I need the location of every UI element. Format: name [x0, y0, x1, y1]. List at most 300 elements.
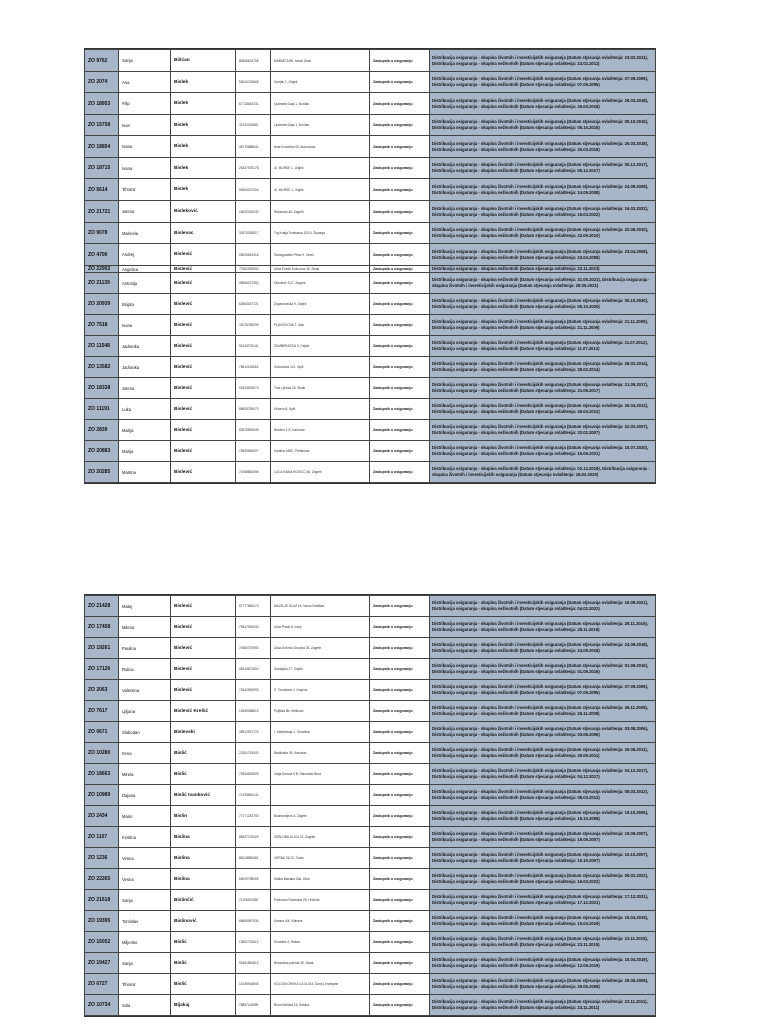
status-cell: Zastupnik u osiguranju [370, 722, 430, 743]
address-cell: Okružnič 31/7, Zagreb [271, 273, 370, 294]
agent-id-cell: ZO 22265 [85, 869, 119, 890]
first-name-cell: Valentina [119, 680, 171, 701]
agent-id-cell: ZO 18338 [85, 378, 119, 399]
oib-cell: 71558863495 [236, 462, 271, 483]
address-cell: Gunjak 1, Osijek [271, 72, 370, 93]
first-name-cell: Jelena [119, 201, 171, 223]
address-cell: Bruno Bušića 15, Rašina [271, 995, 370, 1016]
last-name-cell: Bislević [171, 357, 236, 378]
licence-cell: Distribucija osiguranja - skupina životnih i investicijskih osiguranja (Datum stjecanja ovlaštenja: 26.04.2012), Distribucija osiguranja - skupina neživotnih (Datum stjecanja ovlaštenja: 26.04.2012) [430, 399, 656, 420]
agent-table-body [85, 50, 656, 483]
oib-cell: 14239918605 [236, 974, 271, 995]
first-name-cell: Angelica [119, 266, 171, 273]
oib-cell: 71295652141 [236, 785, 271, 806]
address-cell: Trsa Ljevica 20, Sisak [271, 378, 370, 399]
agent-id-cell: ZO 10734 [85, 995, 119, 1016]
first-name-cell: Matej [119, 596, 171, 617]
last-name-cell: Bislević [171, 596, 236, 617]
agent-id-cell: ZO 21139 [85, 273, 119, 294]
licence-cell: Distribucija osiguranja - skupina životnih i investicijskih osiguranja (Datum stjecanja ovlaštenja: 09.02.2022), Distribucija osiguranja - skupina neživotnih (Datum stjecanja ovlaštenja: 16.03.2022) [430, 869, 656, 890]
address-cell: CERNA 31/13, Čazin [271, 848, 370, 869]
agent-id-cell: ZO 19395 [85, 911, 119, 932]
licence-cell: Distribucija osiguranja - skupina neživotnih (Datum stjecanja ovlaštenja: 02.12.2019), Distribucija osiguranja - skupina životnih i investicijskih osiguranja (Datum stjecanja ovlaštenja: 18.02.2020) [430, 462, 656, 483]
table-row [85, 115, 656, 136]
agent-id-cell: ZO 20939 [85, 294, 119, 315]
oib-cell: 08315871690 [236, 659, 271, 680]
oib-cell: 28033815418 [236, 244, 271, 266]
first-name-cell: Sanja [119, 953, 171, 974]
status-cell: Zastupnik u osiguranju [370, 294, 430, 315]
last-name-cell: Bislić [171, 743, 236, 764]
table-row [85, 136, 656, 158]
agent-id-cell: ZO 0671 [85, 722, 119, 743]
table-row [85, 273, 656, 294]
agent-id-cell: ZO 21721 [85, 201, 119, 223]
last-name-cell: Bislević [171, 399, 236, 420]
status-cell: Zastupnik u osiguranju [370, 115, 430, 136]
agent-id-cell: ZO 2074 [85, 72, 119, 93]
oib-cell: 32570028517 [236, 223, 271, 244]
first-name-cell: Brigita [119, 294, 171, 315]
oib-cell: 72642963993 [236, 680, 271, 701]
last-name-cell: Bislević [171, 617, 236, 638]
licence-cell: Distribucija osiguranja - skupina životnih i investicijskih osiguranja (Datum stjecanja ovlaštenja: 22.02.2007), Distribucija osiguranja - skupina neživotnih (Datum stjecanja ovlaštenja: 22.02.2007) [430, 420, 656, 441]
address-cell: ŽUMBERAČKA 3, Osijek [271, 336, 370, 357]
oib-cell: 16032033030 [236, 201, 271, 223]
last-name-cell: Bislević [171, 441, 236, 462]
status-cell: Zastupnik u osiguranju [370, 158, 430, 179]
oib-cell: 91561851812 [236, 953, 271, 974]
address-cell: Ulica Dubrica Grozića 25, Zagreb [271, 638, 370, 659]
last-name-cell: Bislević [171, 378, 236, 399]
table-row [85, 50, 656, 72]
first-name-cell: Ivana [119, 158, 171, 179]
status-cell: Zastupnik u osiguranju [370, 785, 430, 806]
address-cell: LUCA IVANA ROSICĆ 66, Zagreb [271, 462, 370, 483]
agent-id-cell: ZO 10280 [85, 743, 119, 764]
agent-id-cell: ZO 18715 [85, 158, 119, 179]
agent-id-cell: ZO 2063 [85, 680, 119, 701]
first-name-cell: Andrej [119, 244, 171, 266]
table-row [85, 357, 656, 378]
oib-cell: 53579892549 [236, 420, 271, 441]
last-name-cell: Bislić [171, 764, 236, 785]
oib-cell: 79537916933 [236, 617, 271, 638]
last-name-cell: Bislić Ivanković [171, 785, 236, 806]
last-name-cell: Bljakaj [171, 995, 236, 1016]
oib-cell: 79839666097 [236, 441, 271, 462]
agent-id-cell: ZO 1107 [85, 827, 119, 848]
address-cell: Ul. MURSE 1, Osijek [271, 179, 370, 201]
address-cell: Budmanijeva 4, Zagreb [271, 806, 370, 827]
table-row [85, 932, 656, 953]
agent-id-cell: ZO 16052 [85, 932, 119, 953]
licence-cell: Distribucija osiguranja - skupina životnih i investicijskih osiguranja (Datum stjecanja ovlaštenja: 03.08.2006), Distribucija osiguranja - skupina neživotnih (Datum stjecanja ovlaštenja: 03.08.2006) [430, 722, 656, 743]
oib-cell: 89628759473 [236, 399, 271, 420]
address-cell [271, 785, 370, 806]
licence-cell: Distribucija osiguranja - skupina životnih i investicijskih osiguranja (Datum stjecanja ovlaštenja: 19.09.2007), Distribucija osiguranja - skupina neživotnih (Datum stjecanja ovlaštenja: 19.09.2007) [430, 827, 656, 848]
status-cell: Zastupnik u osiguranju [370, 701, 430, 722]
table-row [85, 223, 656, 244]
table-row [85, 911, 656, 932]
licence-cell: Distribucija osiguranja - skupina životnih i investicijskih osiguranja (Datum stjecanja ovlaštenja: 28.11.2016), Distribucija osiguranja - skupina neživotnih (Datum stjecanja ovlaštenja: 28.11.2016) [430, 617, 656, 638]
oib-cell: 77171243700 [236, 806, 271, 827]
oib-cell: 48779868641 [236, 136, 271, 158]
last-name-cell: Bislek [171, 158, 236, 179]
oib-cell: 32132024881 [236, 115, 271, 136]
status-cell: Zastupnik u osiguranju [370, 420, 430, 441]
table-row [85, 953, 656, 974]
table-row [85, 596, 656, 617]
first-name-cell: Slobodan [119, 722, 171, 743]
last-name-cell: Bislina [171, 869, 236, 890]
licence-cell: Distribucija osiguranja - skupina životnih i investicijskih osiguranja (Datum stjecanja ovlaštenja: 05.12.2017), Distribucija osiguranja - skupina neživotnih (Datum stjecanja ovlaštenja: 05.12.2017) [430, 158, 656, 179]
agent-table-body [85, 596, 656, 1016]
table-row [85, 420, 656, 441]
address-cell: MAJSLJE ULAZ 16, Nova Gradiška [271, 596, 370, 617]
status-cell: Zastupnik u osiguranju [370, 93, 430, 115]
status-cell: Zastupnik u osiguranju [370, 244, 430, 266]
status-cell: Zastupnik u osiguranju [370, 136, 430, 158]
agent-id-cell: ZO 18854 [85, 136, 119, 158]
address-cell: Poljička 8b, Metković [271, 701, 370, 722]
table-row [85, 158, 656, 179]
agent-id-cell: ZO 18663 [85, 764, 119, 785]
first-name-cell: Jelena [119, 378, 171, 399]
status-cell: Zastupnik u osiguranju [370, 911, 430, 932]
last-name-cell: Bislin [171, 806, 236, 827]
first-name-cell: Mario [119, 806, 171, 827]
first-name-cell: Ivan [119, 115, 171, 136]
oib-cell: 78887116995 [236, 995, 271, 1016]
address-cell: Ul. MURSE 1, Osijek [271, 158, 370, 179]
table-row [85, 315, 656, 336]
address-cell: Belobor 1 B, Karlovac [271, 420, 370, 441]
first-name-cell: Antonija [119, 273, 171, 294]
licence-cell: Distribucija osiguranja - skupina životnih i investicijskih osiguranja (Datum stjecanja ovlaštenja: 15.04.2019), Distribucija osiguranja - skupina neživotnih (Datum stjecanja ovlaštenja: 15.04.2019) [430, 911, 656, 932]
licence-cell: Distribucija osiguranja - skupina životnih i investicijskih osiguranja (Datum stjecanja ovlaštenja: 29.05.2009), Distribucija osiguranja - skupina neživotnih (Datum stjecanja ovlaštenja: 29.05.2009) [430, 974, 656, 995]
last-name-cell: Bislević [171, 420, 236, 441]
oib-cell: 62863027721 [236, 294, 271, 315]
address-cell: Rakarska 46, Zagreb [271, 201, 370, 223]
status-cell: Zastupnik u osiguranju [370, 953, 430, 974]
agent-id-cell: ZO 21618 [85, 890, 119, 911]
table-row [85, 617, 656, 638]
status-cell: Zastupnik u osiguranju [370, 764, 430, 785]
last-name-cell: Bislevac [171, 223, 236, 244]
licence-cell: Distribucija osiguranja - skupina životnih i investicijskih osiguranja (Datum stjecanja ovlaštenja: 15.07.2020), Distribucija osiguranja - skupina neživotnih (Datum stjecanja ovlaštenja: 15.06.2021) [430, 441, 656, 462]
oib-cell: 77562353950 [236, 266, 271, 273]
first-name-cell: Milena [119, 617, 171, 638]
status-cell: Zastupnik u osiguranju [370, 659, 430, 680]
first-name-cell: Rulica [119, 659, 171, 680]
last-name-cell: Bislević [171, 294, 236, 315]
address-cell: CEBLOBA ULICA 22, Zagreb [271, 827, 370, 848]
agent-id-cell: ZO 9078 [85, 223, 119, 244]
status-cell: Zastupnik u osiguranju [370, 378, 430, 399]
status-cell: Zastupnik u osiguranju [370, 273, 430, 294]
last-name-cell: Bislević [171, 315, 236, 336]
last-name-cell: Bislević [171, 273, 236, 294]
address-cell: KOLODVORSKA 14.04.014, Donji Lendrijane [271, 974, 370, 995]
licence-cell: Distribucija osiguranja - skupina životnih i investicijskih osiguranja (Datum stjecanja ovlaštenja: 29.05.2011), Distribucija osiguranja - skupina neživotnih (Datum stjecanja ovlaštenja: 29.05.2011) [430, 743, 656, 764]
licence-cell: Distribucija osiguranja - skupina životnih i investicijskih osiguranja (Datum stjecanja ovlaštenja: 23.11.2015), Distribucija osiguranja - skupina neživotnih (Datum stjecanja ovlaštenja: 23.11.2015) [430, 932, 656, 953]
address-cell: Senaška 4, Rabac [271, 932, 370, 953]
licence-cell: Distribucija osiguranja - skupina životnih i investicijskih osiguranja (Datum stjecanja ovlaštenja: 22.09.2010), Distribucija osiguranja - skupina neživotnih (Datum stjecanja ovlaštenja: 22.09.2010) [430, 223, 656, 244]
status-cell: Zastupnik u osiguranju [370, 399, 430, 420]
table-row [85, 638, 656, 659]
agent-table [84, 595, 656, 1016]
agent-id-cell: ZO 13582 [85, 357, 119, 378]
oib-cell: 78610118016 [236, 357, 271, 378]
licence-cell: Distribucija osiguranja - skupina životnih i investicijskih osiguranja (Datum stjecanja ovlaštenja: 04.12.2017), Distribucija osiguranja - skupina neživotnih (Datum stjecanja ovlaštenja: 04.12.2017) [430, 764, 656, 785]
oib-cell: 32076756099 [236, 315, 271, 336]
table-row [85, 743, 656, 764]
table-row [85, 890, 656, 911]
oib-cell: 80546615765 [236, 50, 271, 72]
table-row [85, 701, 656, 722]
last-name-cell: Bislina [171, 827, 236, 848]
last-name-cell: Bislevski [171, 722, 236, 743]
oib-cell: 67718615231 [236, 93, 271, 115]
licence-cell: Distribucija osiguranja - skupina životnih i investicijskih osiguranja (Datum stjecanja ovlaštenja: 24.09.2018), Distribucija osiguranja - skupina neživotnih (Datum stjecanja ovlaštenja: 24.09.2018) [430, 638, 656, 659]
address-cell: Županovačka 9, Osijek [271, 294, 370, 315]
status-cell: Zastupnik u osiguranju [370, 357, 430, 378]
agent-id-cell: ZO 20285 [85, 462, 119, 483]
status-cell: Zastupnik u osiguranju [370, 827, 430, 848]
first-name-cell: Ivana [119, 315, 171, 336]
oib-cell: 22251753000 [236, 743, 271, 764]
oib-cell: 74680757693 [236, 638, 271, 659]
oib-cell: 88118685063 [236, 848, 271, 869]
oib-cell: 71196293082 [236, 890, 271, 911]
agent-id-cell: ZO 21428 [85, 596, 119, 617]
address-cell: Gotovačka 121, Split [271, 357, 370, 378]
agent-id-cell: ZO 1236 [85, 848, 119, 869]
oib-cell: 28966217082 [236, 273, 271, 294]
agent-id-cell: ZO 7617 [85, 701, 119, 722]
last-name-cell: Bislinović [171, 911, 236, 932]
table-row [85, 869, 656, 890]
first-name-cell: Marija [119, 441, 171, 462]
last-name-cell: Bislek [171, 115, 236, 136]
last-name-cell: Bislić [171, 974, 236, 995]
first-name-cell: Tihomir [119, 179, 171, 201]
licence-cell: Distribucija osiguranja - skupina životnih i investicijskih osiguranja (Datum stjecanja ovlaštenja: 19.10.2006), Distribucija osiguranja - skupina neživotnih (Datum stjecanja ovlaštenja: 19.10.2006) [430, 806, 656, 827]
licence-cell: Distribucija osiguranja - skupina životnih i investicijskih osiguranja (Datum stjecanja ovlaštenja: 21.11.2009), Distribucija osiguranja - skupina neživotnih (Datum stjecanja ovlaštenja: 21.11.2009) [430, 315, 656, 336]
oib-cell: 66029798006 [236, 869, 271, 890]
last-name-cell: Bislić [171, 932, 236, 953]
address-cell: Slatka Mačaka 33a, Otok [271, 869, 370, 890]
last-name-cell: Bišćan [171, 50, 236, 72]
first-name-cell: Mirela [119, 764, 171, 785]
first-name-cell: Ivana [119, 136, 171, 158]
first-name-cell: Luka [119, 399, 171, 420]
oib-cell: 23437575178 [236, 158, 271, 179]
agent-id-cell: ZO 19261 [85, 638, 119, 659]
last-name-cell: Bislina [171, 848, 236, 869]
agent-id-cell: ZO 9762 [85, 50, 119, 72]
last-name-cell: Bislević [171, 680, 236, 701]
status-cell: Zastupnik u osiguranju [370, 974, 430, 995]
status-cell: Zastupnik u osiguranju [370, 617, 430, 638]
status-cell: Zastupnik u osiguranju [370, 50, 430, 72]
table-row [85, 659, 656, 680]
status-cell: Zastupnik u osiguranju [370, 223, 430, 244]
agent-id-cell: ZO 18953 [85, 93, 119, 115]
address-cell: PLAVIĆKOVA 7, Sisk [271, 315, 370, 336]
status-cell: Zastupnik u osiguranju [370, 336, 430, 357]
licence-cell: Distribucija osiguranja - skupina životnih i investicijskih osiguranja (Datum stjecanja ovlaštenja: 26.11.2009), Distribucija osiguranja - skupina neživotnih (Datum stjecanja ovlaštenja: 26.11.2009) [430, 701, 656, 722]
licence-cell: Distribucija osiguranja - skupina životnih i investicijskih osiguranja (Datum stjecanja ovlaštenja: 23.04.2008), Distribucija osiguranja - skupina neživotnih (Datum stjecanja ovlaštenja: 23.04.2008) [430, 244, 656, 266]
table-row [85, 785, 656, 806]
first-name-cell: Dajana [119, 785, 171, 806]
status-cell: Zastupnik u osiguranju [370, 848, 430, 869]
oib-cell: 91516703141 [236, 336, 271, 357]
address-cell: Ante Kovačića 53, Antunovac [271, 136, 370, 158]
agent-id-cell: ZO 6727 [85, 974, 119, 995]
last-name-cell: Bislinčić [171, 890, 236, 911]
address-cell: Brvonička-polnida 35, Sisak [271, 953, 370, 974]
oib-cell: 57777856473 [236, 596, 271, 617]
licence-cell: Distribucija osiguranja - skupina životnih i investicijskih osiguranja (Datum stjecanja ovlaštenja: 26.03.2018), Distribucija osiguranja - skupina neživotnih (Datum stjecanja ovlaštenja: 26.03.2018) [430, 93, 656, 115]
address-cell: Baldinaka 39, Karlovac [271, 743, 370, 764]
licence-cell: Distribucija osiguranja - skupina životnih i investicijskih osiguranja (Datum stjecanja ovlaštenja: 10.10.2007), Distribucija osiguranja - skupina neživotnih (Datum stjecanja ovlaštenja: 10.10.2007) [430, 848, 656, 869]
table-row [85, 399, 656, 420]
status-cell: Zastupnik u osiguranju [370, 869, 430, 890]
first-name-cell: Irena [119, 743, 171, 764]
agent-id-cell: ZO 22902 [85, 266, 119, 273]
oib-cell: 89637276329 [236, 827, 271, 848]
table-row [85, 378, 656, 399]
licence-cell: Distribucija osiguranja - skupina životnih i investicijskih osiguranja (Datum stjecanja ovlaštenja: 16.09.2021), Distribucija osiguranja - skupina neživotnih (Datum stjecanja ovlaštenja: 04.02.2022) [430, 596, 656, 617]
oib-cell: 68665957934 [236, 911, 271, 932]
table-row [85, 72, 656, 93]
licence-cell: Distribucija osiguranja - skupina neživotnih (Datum stjecanja ovlaštenja: 22.11.2023) [430, 266, 656, 273]
status-cell: Zastupnik u osiguranju [370, 638, 430, 659]
first-name-cell: Vesna [119, 869, 171, 890]
address-cell: Križeva 8, Split [271, 399, 370, 420]
table-row [85, 441, 656, 462]
first-name-cell: Vesna [119, 848, 171, 869]
first-name-cell: Ana [119, 72, 171, 93]
agent-table-block-2 [84, 594, 656, 1017]
last-name-cell: Bisleković [171, 201, 236, 223]
agent-id-cell: ZO 20883 [85, 441, 119, 462]
table-row [85, 93, 656, 115]
address-cell: Ljudevita Gaja 1, Đurđan [271, 93, 370, 115]
first-name-cell: Filip [119, 93, 171, 115]
last-name-cell: Bislević [171, 638, 236, 659]
agent-id-cell: ZO 4700 [85, 244, 119, 266]
address-cell: Savaljska 17, Osijek [271, 659, 370, 680]
first-name-cell: Jadranka [119, 336, 171, 357]
address-cell: Stanogradski Prilaz 9, Vinež [271, 244, 370, 266]
first-name-cell: Sanja [119, 50, 171, 72]
first-name-cell: Sola [119, 995, 171, 1016]
table-row [85, 266, 656, 273]
licence-cell: Distribucija osiguranja - skupina životnih i investicijskih osiguranja (Datum stjecanja ovlaštenja: 21.09.2017), Distribucija osiguranja - skupina neživotnih (Datum stjecanja ovlaštenja: 21.09.2017) [430, 378, 656, 399]
status-cell: Zastupnik u osiguranju [370, 743, 430, 764]
agent-id-cell: ZO 11548 [85, 336, 119, 357]
first-name-cell: Marinela [119, 223, 171, 244]
table-row [85, 722, 656, 743]
licence-cell: Distribucija osiguranja - skupina životnih i investicijskih osiguranja (Datum stjecanja ovlaštenja: 24.09.2008), Distribucija osiguranja - skupina neživotnih (Datum stjecanja ovlaštenja: 24.09.2008) [430, 179, 656, 201]
first-name-cell: Tomislav [119, 911, 171, 932]
licence-cell: Distribucija osiguranja - skupina životnih i investicijskih osiguranja (Datum stjecanja ovlaštenja: 26.03.2018), Distribucija osiguranja - skupina neživotnih (Datum stjecanja ovlaštenja: 26.03.2018) [430, 136, 656, 158]
table-row [85, 179, 656, 201]
table-row [85, 806, 656, 827]
last-name-cell: Bislević Krešić [171, 701, 236, 722]
first-name-cell: Marija [119, 420, 171, 441]
status-cell: Zastupnik u osiguranju [370, 315, 430, 336]
licence-cell: Distribucija osiguranja - skupina životnih i investicijskih osiguranja (Datum stjecanja ovlaštenja: 07.09.2006), Distribucija osiguranja - skupina neživotnih (Datum stjecanja ovlaštenja: 07.09.2006) [430, 680, 656, 701]
oib-cell: 92515903073 [236, 378, 271, 399]
address-cell: Ljudevita Gaja 1, Đurđan [271, 115, 370, 136]
table-row [85, 462, 656, 483]
first-name-cell: Sanja [119, 890, 171, 911]
address-cell: S. Tomislava 4, Krapina [271, 680, 370, 701]
first-name-cell: Martina [119, 462, 171, 483]
address-cell: MAĐNIČA 88, Ivanić Grad [271, 50, 370, 72]
first-name-cell: Miljenko [119, 932, 171, 953]
first-name-cell: Paulina [119, 638, 171, 659]
licence-cell: Distribucija osiguranja - skupina životnih i investicijskih osiguranja (Datum stjecanja ovlaštenja: 23.02.2011), Distribucija osiguranja - skupina neživotnih (Datum stjecanja ovlaštenja: 23.02.2011) [430, 50, 656, 72]
last-name-cell: Bislević [171, 266, 236, 273]
status-cell: Zastupnik u osiguranju [370, 72, 430, 93]
agent-id-cell: ZO 17458 [85, 617, 119, 638]
status-cell: Zastupnik u osiguranju [370, 596, 430, 617]
status-cell: Zastupnik u osiguranju [370, 462, 430, 483]
address-cell: Pavlovica Rozmaria 28, Hrvibnic [271, 890, 370, 911]
address-cell: I. Vladimiraja 1, Virovitica [271, 722, 370, 743]
last-name-cell: Bislević [171, 462, 236, 483]
agent-id-cell: ZO 15758 [85, 115, 119, 136]
table-row [85, 974, 656, 995]
licence-cell: Distribucija osiguranja - skupina životnih i investicijskih osiguranja (Datum stjecanja ovlaštenja: 15.04.2019), Distribucija osiguranja - skupina neživotnih (Datum stjecanja ovlaštenja: 12.06.2019) [430, 953, 656, 974]
table-row [85, 827, 656, 848]
agent-id-cell: ZO 7518 [85, 315, 119, 336]
table-row [85, 848, 656, 869]
agent-id-cell: ZO 5614 [85, 179, 119, 201]
last-name-cell: Bislević [171, 659, 236, 680]
licence-cell: Distribucija osiguranja - skupina životnih i investicijskih osiguranja (Datum stjecanja ovlaštenja: 07.09.2006), Distribucija osiguranja - skupina neživotnih (Datum stjecanja ovlaštenja: 07.09.2006) [430, 72, 656, 93]
last-name-cell: Bislek [171, 72, 236, 93]
licence-cell: Distribucija osiguranja - skupina životnih i investicijskih osiguranja (Datum stjecanja ovlaštenja: 17.12.2021), Distribucija osiguranja - skupina neživotnih (Datum stjecanja ovlaštenja: 17.12.2021) [430, 890, 656, 911]
licence-cell: Distribucija osiguranja - skupina životnih i investicijskih osiguranja (Datum stjecanja ovlaštenja: 16.03.2022), Distribucija osiguranja - skupina neživotnih (Datum stjecanja ovlaštenja: 16.03.2022) [430, 201, 656, 223]
licence-cell: Distribucija osiguranja - skupina životnih i investicijskih osiguranja (Datum stjecanja ovlaštenja: 08.03.2012), Distribucija osiguranja - skupina neživotnih (Datum stjecanja ovlaštenja: 08.03.2012) [430, 785, 656, 806]
status-cell: Zastupnik u osiguranju [370, 806, 430, 827]
address-cell: Ulica Ežede Kulnovoa 45, Sisak [271, 266, 370, 273]
agent-id-cell: ZO 2839 [85, 420, 119, 441]
agent-id-cell: ZO 19427 [85, 953, 119, 974]
status-cell: Zastupnik u osiguranju [370, 995, 430, 1016]
status-cell: Zastupnik u osiguranju [370, 179, 430, 201]
licence-cell: Distribucija osiguranja - skupina životnih i investicijskih osiguranja (Datum stjecanja ovlaštenja: 11.07.2012), Distribucija osiguranja - skupina neživotnih (Datum stjecanja ovlaštenja: 11.07.2012) [430, 336, 656, 357]
agent-id-cell: ZO 17126 [85, 659, 119, 680]
oib-cell: 39512871723 [236, 722, 271, 743]
status-cell: Zastupnik u osiguranju [370, 201, 430, 223]
status-cell: Zastupnik u osiguranju [370, 680, 430, 701]
first-name-cell: Kristina [119, 827, 171, 848]
licence-cell: Distribucija osiguranja - skupina životnih i investicijskih osiguranja (Datum stjecanja ovlaštenja: 28.02.2014), Distribucija osiguranja - skupina neživotnih (Datum stjecanja ovlaštenja: 28.02.2014) [430, 357, 656, 378]
licence-cell: Distribucija osiguranja - skupina neživotnih (Datum stjecanja ovlaštenja: 31.05.2021), Distribucija osiguranja - skupina životnih i investicijskih osiguranja (Datum stjecanja ovlaštenja: 28.05.2021) [430, 273, 656, 294]
oib-cell: 90654072404 [236, 179, 271, 201]
status-cell: Zastupnik u osiguranju [370, 890, 430, 911]
table-row [85, 294, 656, 315]
last-name-cell: Bislek [171, 136, 236, 158]
licence-cell: Distribucija osiguranja - skupina životnih i investicijskih osiguranja (Datum stjecanja ovlaštenja: 01.09.2016), Distribucija osiguranja - skupina neživotnih (Datum stjecanja ovlaštenja: 01.09.2016) [430, 659, 656, 680]
